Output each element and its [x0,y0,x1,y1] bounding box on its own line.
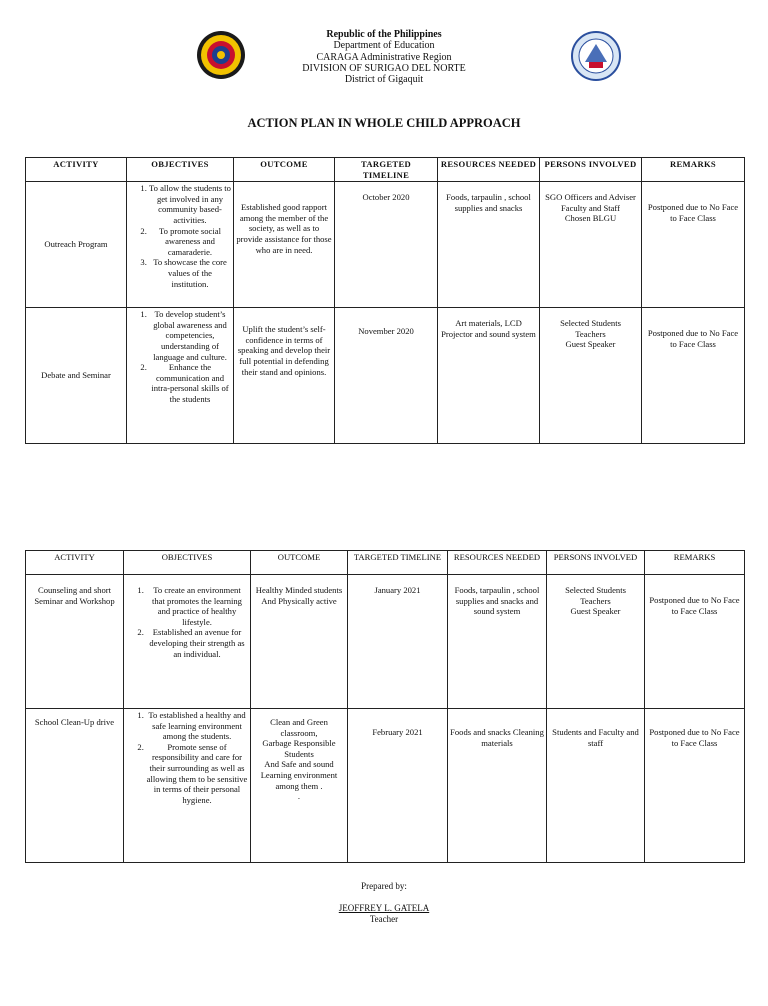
objectives-cell [124,709,251,863]
activity-cell: Debate and Seminar [26,308,127,444]
activity-cell [26,575,124,709]
objective-item: 1. To established a healthy and safe learning environment among the students. [146,710,248,742]
header-republic: Republic of the Philippines [326,29,442,40]
preparer-position: Teacher [369,914,399,924]
activity-text: School Clean-Up drive [34,717,115,727]
objective-item: 2. To promote social awareness and camaraderie. [149,226,231,258]
col-header-resources: RESOURCES NEEDED [448,551,547,575]
page-title: ACTION PLAN IN WHOLE CHILD APPROACH [247,116,521,130]
persons-cell [547,709,645,863]
person-line: Selected Students [560,318,621,329]
objective-item: 2. Enhance the communication and intra-personal skills of the students [149,362,231,404]
table-row [26,709,745,863]
persons-cell [540,308,642,444]
resources-cell [438,308,540,444]
activity-text: Counseling and short Seminar and Workshop [34,585,115,606]
remarks-text: Postponed due to No Face to Face Class [647,202,739,223]
outcome-text: Established good rapport among the member of the society, as well as to provide assistance for those who are in need. [236,202,332,255]
timeline-text: November 2020 [358,326,414,337]
outcome-cell [251,575,348,709]
activity-cell: Outreach Program [26,182,127,308]
objective-item: 1. To create an environment that promotes the learning and practice of healthy lifestyle. [146,585,248,627]
resources-cell [438,182,540,308]
outcome-text: Uplift the student’s self-confidence in terms of speaking and develop their full potential in defending their stand and opinions. [237,324,331,377]
outcome-line: Healthy Minded students [255,585,343,595]
objective-item: 1. To develop student’s global awareness and competencies, understanding of language and culture. [149,309,231,362]
col-header-activity: ACTIVITY [26,551,124,575]
col-header-timeline: TARGETED TIMELINE [335,158,438,182]
col-header-persons: PERSONS INVOLVED [547,551,645,575]
objectives-cell [124,575,251,709]
action-plan-table-2 [25,550,745,863]
remarks-text: Postponed due to No Face to Face Class [649,595,740,616]
action-plan-table-1 [25,157,745,444]
remarks-cell [642,182,745,308]
outcome-line: Garbage Responsible Students [262,738,336,759]
col-header-persons: PERSONS INVOLVED [540,158,642,182]
timeline-text: February 2021 [372,727,423,737]
objective-item: 2. Established an avenue for developing their strength as an individual. [146,627,248,659]
outcome-line: . [297,791,301,802]
col-header-outcome: OUTCOME [251,551,348,575]
col-header-remarks: REMARKS [645,551,745,575]
person-line: Faculty and Staff [560,202,621,213]
prepared-by-label: Prepared by: [361,881,407,891]
remarks-text: Postponed due to No Face to Face Class [649,727,740,748]
remarks-cell [645,575,745,709]
remarks-text: Postponed due to No Face to Face Class [647,328,739,349]
outcome-cell [234,308,335,444]
objective-item: 3. To showcase the core values of the institution. [149,257,231,289]
person-line: Teachers [580,595,611,606]
outcome-line: Clean and Green classroom, [270,717,328,738]
resources-cell [448,709,547,863]
col-header-objectives: OBJECTIVES [124,551,251,575]
resources-cell [448,575,547,709]
timeline-text: October 2020 [362,192,410,203]
header-district: District of Gigaquit [344,74,424,85]
table-row [26,182,745,308]
person-line: Chosen BLGU [564,213,617,224]
person-line: SGO Officers and Adviser [545,192,636,203]
resources-text: Foods and snacks Cleaning materials [450,727,544,748]
objectives-cell [127,308,234,444]
preparer-name: JEOFFREY L. GATELA [338,903,430,913]
persons-cell [540,182,642,308]
person-line: Selected Students [565,585,626,595]
table-header-row [26,551,745,575]
col-header-objectives: OBJECTIVES [127,158,234,182]
col-header-remarks: REMARKS [642,158,745,182]
resources-text: Foods, tarpaulin , school supplies and snacks and sound system [454,585,540,617]
outcome-cell [234,182,335,308]
persons-cell [547,575,645,709]
remarks-cell [645,709,745,863]
objective-item: 2. Promote sense of responsibility and care for their surrounding as well as allowing them to be sensitive in terms of their personal hygiene. [146,742,248,806]
activity-cell [26,709,124,863]
header-division: DIVISION OF SURIGAO DEL NORTE [302,63,466,74]
timeline-cell [335,308,438,444]
resources-text: Art materials, LCD Projector and sound system [441,318,536,339]
timeline-cell [348,709,448,863]
objective-item: 1. To allow the students to get involved in any community based- activities. [149,183,231,225]
col-header-resources: RESOURCES NEEDED [438,158,540,182]
person-line: Students and Faculty and staff [552,727,639,748]
timeline-cell [335,182,438,308]
outcome-line: And Safe and sound Learning environment among them . [260,759,338,791]
person-line: Guest Speaker [565,339,616,350]
person-line: Guest Speaker [570,606,621,617]
timeline-text: January 2021 [374,585,421,595]
table-header-row [26,158,745,182]
header-department: Department of Education [333,40,435,51]
person-line: Teachers [575,328,606,339]
header-region: CARAGA Administrative Region [316,52,452,63]
resources-text: Foods, tarpaulin , school supplies and snacks [446,192,531,213]
table-row [26,308,745,444]
remarks-cell [642,308,745,444]
outcome-line: And Physically active [261,595,337,606]
col-header-timeline: TARGETED TIMELINE [348,551,448,575]
outcome-cell [251,709,348,863]
timeline-cell [348,575,448,709]
col-header-activity: ACTIVITY [26,158,127,182]
objectives-cell [127,182,234,308]
table-row [26,575,745,709]
col-header-outcome: OUTCOME [234,158,335,182]
